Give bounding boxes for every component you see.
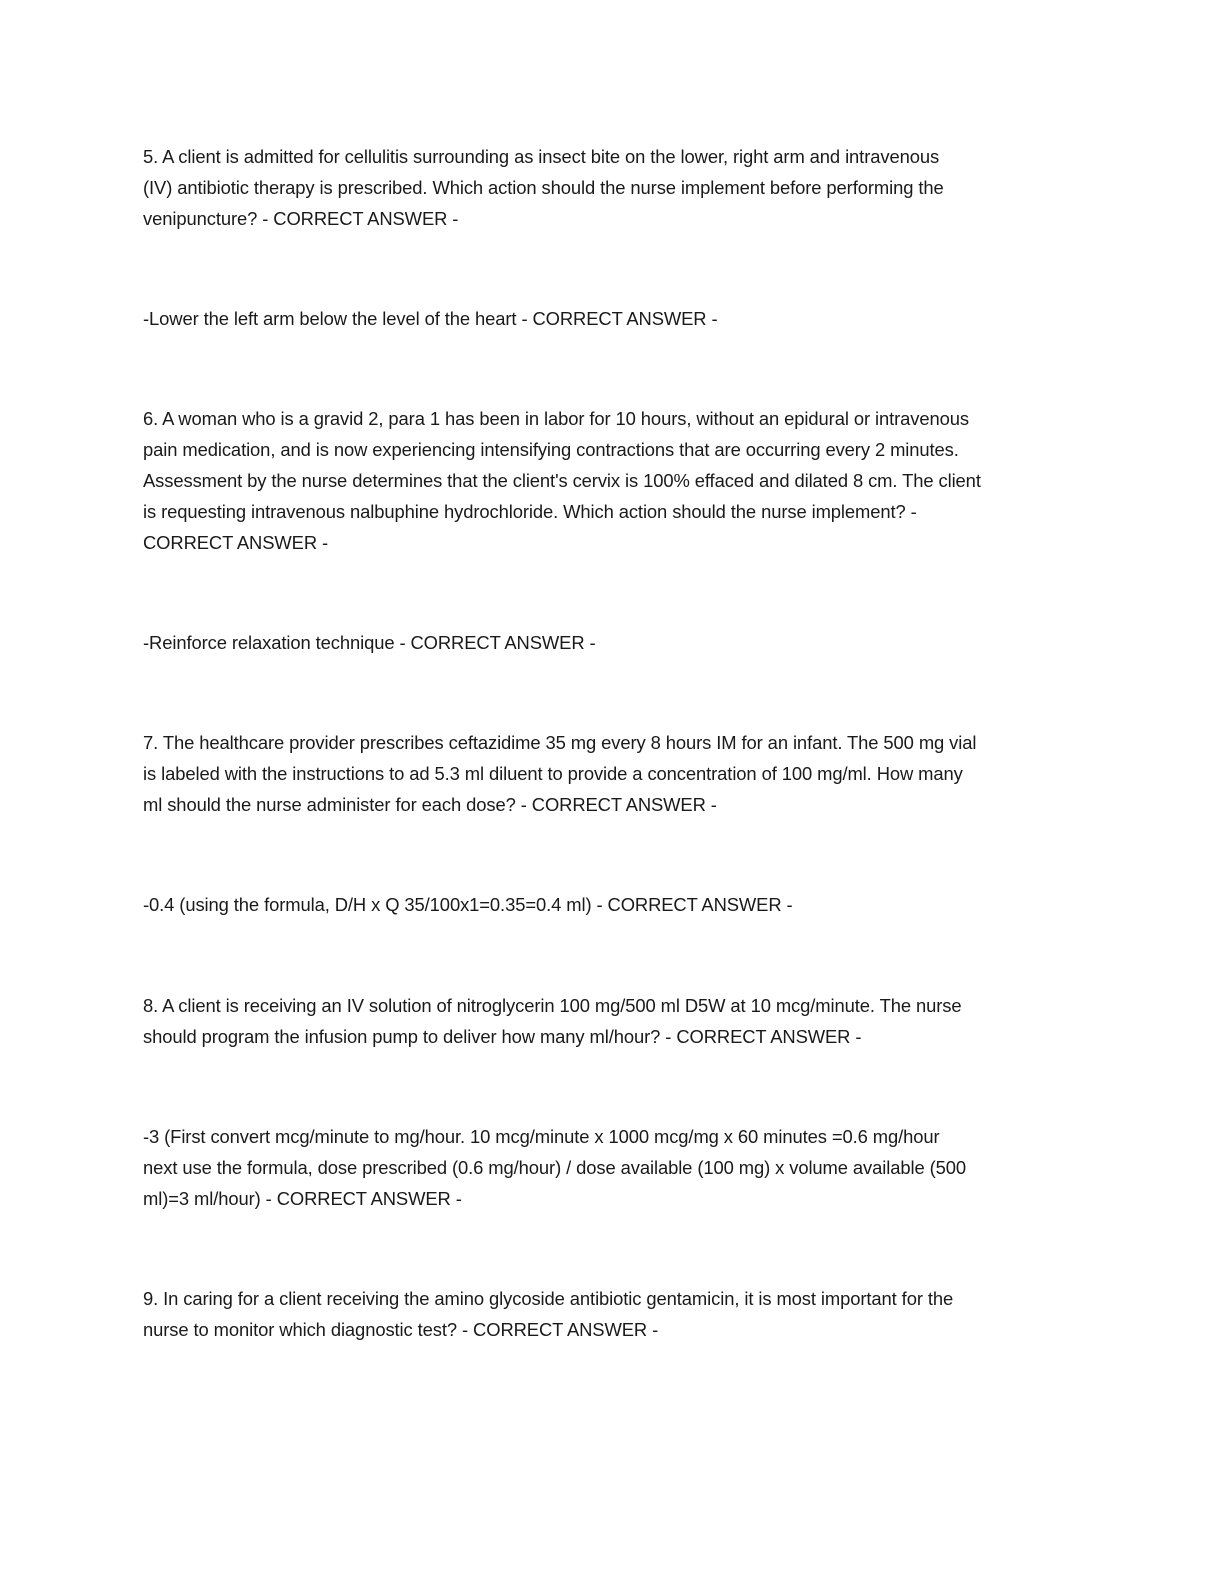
text-line: is requesting intravenous nalbuphine hydrochloride. Which action should the nurse implement? - xyxy=(143,501,917,522)
answer-8 xyxy=(143,1121,1078,1214)
text-line: Assessment by the nurse determines that the client's cervix is 100% effaced and dilated 8 cm. The client xyxy=(143,470,981,491)
text-line: 7. The healthcare provider prescribes ceftazidime 35 mg every 8 hours IM for an infant. The 500 mg vial xyxy=(143,732,977,753)
question-6 xyxy=(143,403,1078,558)
text-line: 8. A client is receiving an IV solution of nitroglycerin 100 mg/500 ml D5W at 10 mcg/minute. The nurse xyxy=(143,995,962,1016)
text-line: -3 (First convert mcg/minute to mg/hour. 10 mcg/minute x 1000 mcg/mg x 60 minutes =0.6 mg/hour xyxy=(143,1126,940,1147)
question-5 xyxy=(143,141,1078,234)
text-line: venipuncture? - CORRECT ANSWER - xyxy=(143,208,459,229)
text-line: -Lower the left arm below the level of the heart - CORRECT ANSWER - xyxy=(143,308,718,329)
text-line: (IV) antibiotic therapy is prescribed. Which action should the nurse implement before performing the xyxy=(143,177,944,198)
text-line: ml)=3 ml/hour) - CORRECT ANSWER - xyxy=(143,1188,462,1209)
text-line: is labeled with the instructions to ad 5.3 ml diluent to provide a concentration of 100 mg/ml. How many xyxy=(143,763,963,784)
text-line: pain medication, and is now experiencing intensifying contractions that are occurring every 2 minutes. xyxy=(143,439,959,460)
text-line: CORRECT ANSWER - xyxy=(143,532,329,553)
question-7 xyxy=(143,727,1078,820)
answer-6 xyxy=(143,627,1078,658)
text-line: nurse to monitor which diagnostic test? - CORRECT ANSWER - xyxy=(143,1319,659,1340)
text-line: next use the formula, dose prescribed (0.6 mg/hour) / dose available (100 mg) x volume available (500 xyxy=(143,1157,967,1178)
question-8 xyxy=(143,990,1078,1052)
question-9 xyxy=(143,1283,1078,1345)
text-line: -Reinforce relaxation technique - CORRECT ANSWER - xyxy=(143,632,596,653)
answer-5 xyxy=(143,303,1078,334)
text-line: 9. In caring for a client receiving the amino glycoside antibiotic gentamicin, it is most important for the xyxy=(143,1288,954,1309)
answer-7 xyxy=(143,889,1078,920)
text-line: should program the infusion pump to deliver how many ml/hour? - CORRECT ANSWER - xyxy=(143,1026,862,1047)
text-line: 6. A woman who is a gravid 2, para 1 has been in labor for 10 hours, without an epidural or intravenous xyxy=(143,408,969,429)
text-line: ml should the nurse administer for each dose? - CORRECT ANSWER - xyxy=(143,794,717,815)
text-line: 5. A client is admitted for cellulitis surrounding as insect bite on the lower, right arm and intravenous xyxy=(143,146,940,167)
text-line: -0.4 (using the formula, D/H x Q 35/100x1=0.35=0.4 ml) - CORRECT ANSWER - xyxy=(143,894,793,915)
